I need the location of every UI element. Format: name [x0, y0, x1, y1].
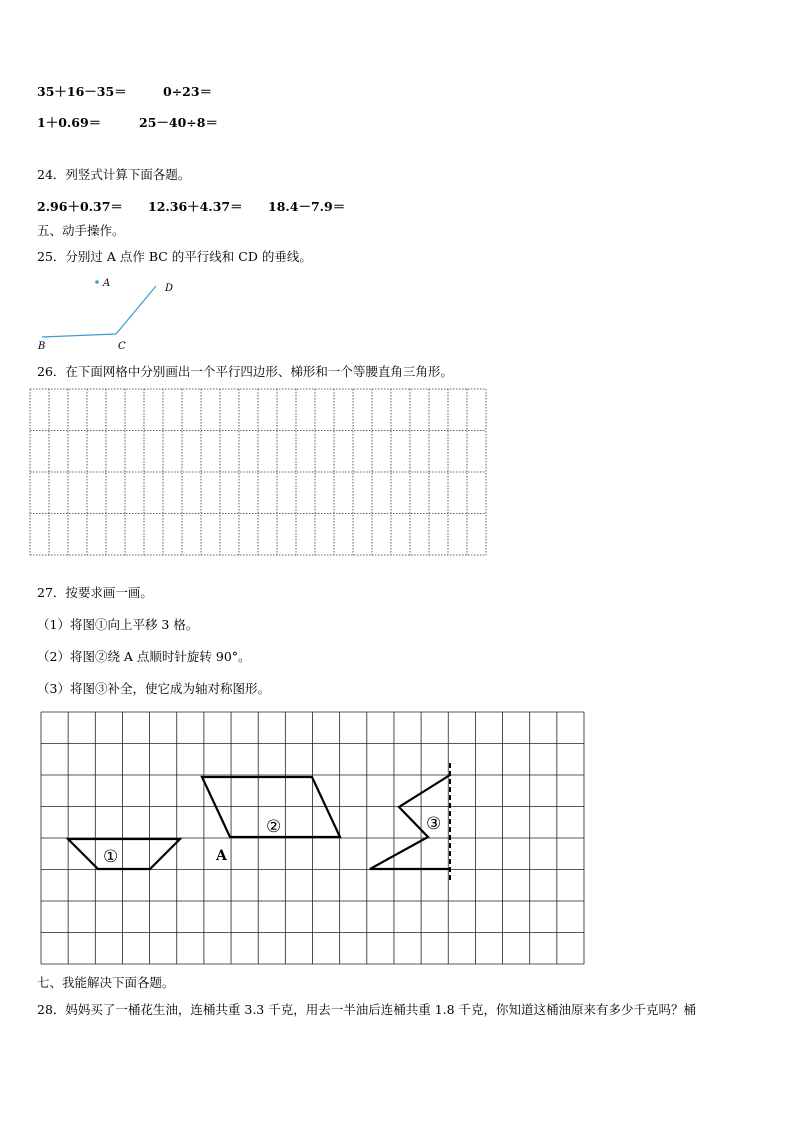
point-a-dot: [95, 280, 99, 284]
segment-bc: [42, 334, 116, 337]
label-d: D: [165, 283, 174, 294]
calc-item: 25－40÷8＝: [139, 115, 218, 130]
section-heading: 五、动手操作。: [37, 223, 125, 238]
q24-item: 2.96＋0.37＝: [37, 199, 123, 214]
label-a: A: [103, 278, 111, 289]
calc-item: 0÷23＝: [163, 84, 213, 99]
shape-3-label: ③: [426, 814, 442, 834]
angle-figure: [30, 274, 190, 356]
segment-cd: [116, 286, 156, 334]
shape-1-trapezoid: [68, 839, 180, 869]
question-25-title: 25．分别过 A 点作 BC 的平行线和 CD 的垂线。: [37, 249, 312, 264]
q27-sub-3: （3）将图③补全，使它成为轴对称图形。: [37, 681, 270, 696]
question-28-text: 28．妈妈买了一桶花生油，连桶共重 3.3 千克，用去一半油后连桶共重 1.8 千克，你知道这桶油原来有多少千克吗？桶: [37, 1002, 697, 1017]
q27-sub-2: （2）将图②绕 A 点顺时针旋转 90°。: [37, 649, 251, 664]
q24-item: 18.4－7.9＝: [268, 199, 346, 214]
dotted-grid: [29, 388, 487, 556]
q24-item: 12.36＋4.37＝: [148, 199, 243, 214]
q27-sub-1: （1）将图①向上平移 3 格。: [37, 617, 199, 632]
calc-item: 1＋0.69＝: [37, 115, 102, 130]
shape-1-label: ①: [103, 847, 119, 867]
question-26-title: 26．在下面网格中分别画出一个平行四边形、梯形和一个等腰直角三角形。: [37, 364, 453, 379]
label-b: B: [38, 341, 46, 352]
section-heading: 七、我能解决下面各题。: [37, 975, 175, 990]
calc-item: 35＋16－35＝: [37, 84, 127, 99]
point-a-label: A: [216, 848, 227, 864]
label-c: C: [118, 341, 126, 352]
question-27-title: 27．按要求画一画。: [37, 585, 153, 600]
shape-2-label: ②: [266, 817, 282, 837]
question-24-title: 24．列竖式计算下面各题。: [37, 167, 191, 182]
square-grid: [40, 711, 585, 965]
